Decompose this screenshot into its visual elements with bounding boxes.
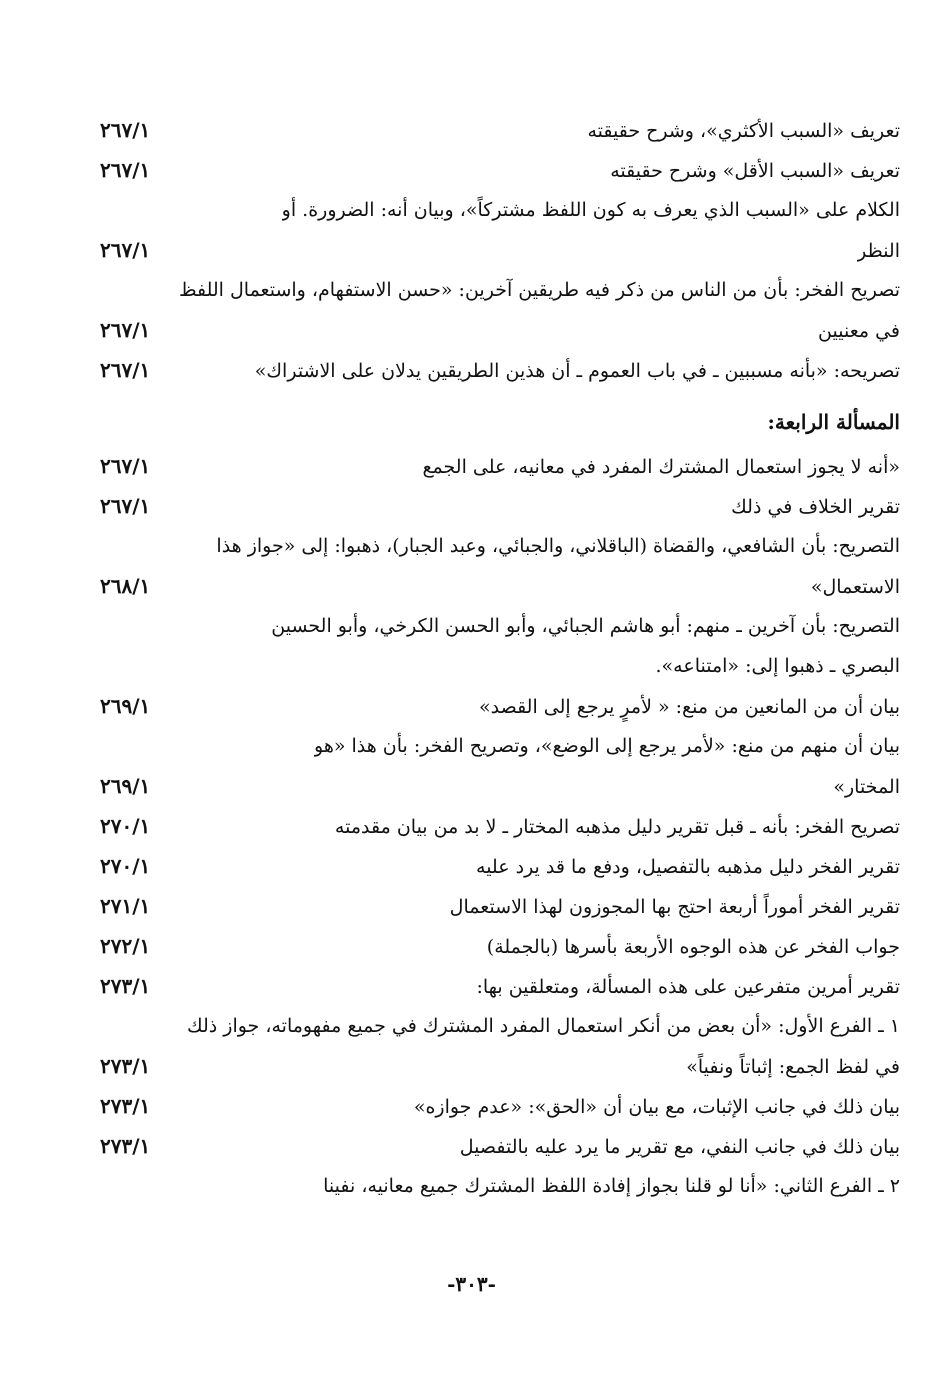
entry-text: البصري ـ ذهبوا إلى: «امتناعه». — [655, 655, 900, 677]
entry-text: الكلام على «السبب الذي يعرف به كون اللفظ مشتركاً»، وبيان أنه: الضرورة. أو — [281, 199, 900, 221]
section-heading: المسألة الرابعة: — [767, 410, 900, 434]
paragraph-line — [100, 726, 900, 766]
entry-paragraph — [100, 606, 900, 686]
entry-text: تقرير الخلاف في ذلك — [731, 496, 900, 518]
index-page — [100, 110, 900, 1206]
paragraph-line — [100, 566, 900, 606]
entry-ref: ٢٧٠/١ — [100, 814, 151, 838]
entry-text: بيان ذلك في جانب النفي، مع تقرير ما يرد عليه بالتفصيل — [459, 1136, 900, 1158]
paragraph-line — [100, 1006, 900, 1046]
entry-row — [100, 110, 900, 150]
entry-ref: ٢٧٠/١ — [100, 854, 151, 878]
entry-ref: ٢٦٨/١ — [100, 574, 151, 598]
entry-row — [100, 686, 900, 726]
entry-row — [100, 446, 900, 486]
entry-text: التصريح: بأن آخرين ـ منهم: أبو هاشم الجبائي، وأبو الحسن الكرخي، وأبو الحسين — [271, 615, 900, 637]
entry-text: ١ ـ الفرع الأول: «أن بعض من أنكر استعمال المفرد المشترك في جميع مفهوماته، جواز ذلك — [186, 1015, 900, 1037]
entry-ref: ٢٧٣/١ — [100, 1134, 151, 1158]
entry-text: تعريف «السبب الأكثري»، وشرح حقيقته — [587, 120, 900, 142]
paragraph-line — [100, 606, 900, 646]
entry-ref: ٢٦٧/١ — [100, 158, 151, 182]
entry-ref: ٢٧٣/١ — [100, 1054, 151, 1078]
entry-paragraph — [100, 190, 900, 270]
entry-text: تعريف «السبب الأقل» وشرح حقيقته — [610, 160, 900, 182]
entry-text: الاستعمال» — [810, 576, 900, 598]
entry-row — [100, 1126, 900, 1166]
entry-paragraph — [100, 526, 900, 606]
entry-ref: ٢٧١/١ — [100, 894, 151, 918]
entry-row — [100, 150, 900, 190]
entry-text: التصريح: بأن الشافعي، والقضاة (الباقلاني، والجبائي، وعبد الجبار)، ذهبوا: إلى «جواز هذا — [216, 535, 900, 557]
entry-text: تصريحه: «بأنه مسببين ـ في باب العموم ـ أن هذين الطريقين يدلان على الاشتراك» — [254, 360, 900, 382]
entry-ref: ٢٧٢/١ — [100, 934, 151, 958]
entry-paragraph — [100, 1006, 900, 1086]
paragraph-line — [100, 270, 900, 310]
paragraph-line — [100, 646, 900, 686]
entry-text: المختار» — [833, 776, 900, 798]
entry-text: تصريح الفخر: بأن من الناس من ذكر فيه طريقين آخرين: «حسن الاستفهام، واستعمال اللفظ — [178, 279, 900, 301]
entry-text: تقرير الفخر أموراً أربعة احتج بها المجوزون لهذا الاستعمال — [449, 896, 900, 918]
paragraph-line — [100, 766, 900, 806]
entry-ref: ٢٦٧/١ — [100, 454, 151, 478]
entry-row — [100, 846, 900, 886]
entry-row — [100, 886, 900, 926]
entry-text: «أنه لا يجوز استعمال المشترك المفرد في معانيه، على الجمع — [422, 456, 900, 478]
paragraph-line — [100, 1046, 900, 1086]
entry-text: في لفظ الجمع: إثباتاً ونفياً» — [686, 1056, 900, 1078]
entry-row — [100, 1086, 900, 1126]
paragraph-line — [100, 526, 900, 566]
entry-text: بيان ذلك في جانب الإثبات، مع بيان أن «الحق»: «عدم جوازه» — [413, 1096, 900, 1118]
entry-ref: ٢٦٧/١ — [100, 494, 151, 518]
paragraph-line — [100, 310, 900, 350]
entry-row — [100, 350, 900, 390]
entry-row — [100, 966, 900, 1006]
entry-text: جواب الفخر عن هذه الوجوه الأربعة بأسرها (بالجملة) — [486, 936, 900, 958]
entry-ref: ٢٦٩/١ — [100, 694, 151, 718]
entry-paragraph — [100, 270, 900, 350]
entry-row — [100, 806, 900, 846]
entry-text: تقرير أمرين متفرعين على هذه المسألة، ومتعلقين بها: — [476, 976, 900, 998]
entry-ref: ٢٦٧/١ — [100, 358, 151, 382]
entry-text: في معنيين — [818, 320, 900, 342]
entry-row — [100, 926, 900, 966]
entry-text: النظر — [857, 240, 900, 262]
paragraph-line — [100, 230, 900, 270]
entry-ref: ٢٧٣/١ — [100, 974, 151, 998]
entry-text: تقرير الفخر دليل مذهبه بالتفصيل، ودفع ما قد يرد عليه — [476, 856, 900, 878]
paragraph-line — [100, 190, 900, 230]
entry-ref: ٢٦٩/١ — [100, 774, 151, 798]
page-number: -٣٠٣- — [447, 1272, 496, 1296]
entry-ref: ٢٧٣/١ — [100, 1094, 151, 1118]
entry-paragraph — [100, 726, 900, 806]
entry-row — [100, 1166, 900, 1206]
entry-text: بيان أن من المانعين من منع: « لأمرٍ يرجع إلى القصد» — [479, 696, 900, 718]
entry-ref: ٢٦٧/١ — [100, 118, 151, 142]
entry-text: بيان أن منهم من منع: «لأمر يرجع إلى الوضع»، وتصريح الفخر: بأن هذا «هو — [314, 735, 900, 757]
entry-ref: ٢٦٧/١ — [100, 318, 151, 342]
entry-ref: ٢٦٧/١ — [100, 238, 151, 262]
entry-text: ٢ ـ الفرع الثاني: «أنا لو قلنا بجواز إفادة اللفظ المشترك جميع معانيه، نفينا — [323, 1175, 900, 1197]
entry-text: تصريح الفخر: بأنه ـ قبل تقرير دليل مذهبه المختار ـ لا بد من بيان مقدمته — [334, 816, 900, 838]
entry-row — [100, 486, 900, 526]
